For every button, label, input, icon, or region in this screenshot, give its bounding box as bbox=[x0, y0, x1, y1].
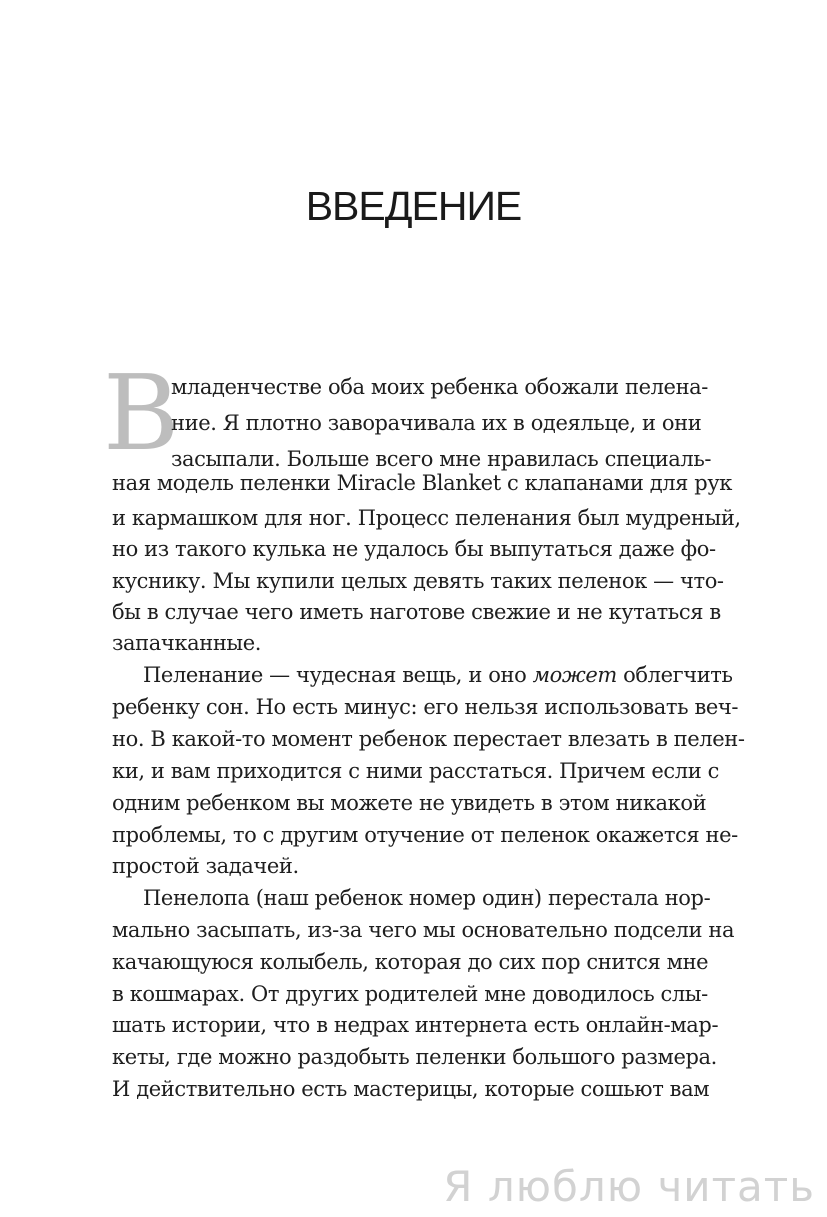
text-line: ребенку сон. Но есть минус: его нельзя использовать веч- bbox=[112, 695, 739, 719]
text-line: но из такого кулька не удалось бы выпутаться даже фо- bbox=[112, 537, 716, 561]
text-line: Пенелопа (наш ребенок номер один) перестала нор- bbox=[143, 886, 711, 910]
text-line: в кошмарах. От других родителей мне доводилось слы- bbox=[112, 982, 708, 1006]
text-line: ная модель пеленки Miracle Blanket с клапанами для рук bbox=[112, 471, 733, 495]
text-line: качающуюся колыбель, которая до сих пор снится мне bbox=[112, 950, 709, 974]
text-line: одним ребенком вы можете не увидеть в этом никакой bbox=[112, 791, 707, 815]
text-line: но. В какой-то момент ребенок перестает влезать в пелен- bbox=[112, 727, 745, 751]
text-line: засыпали. Больше всего мне нравилась специаль- bbox=[171, 447, 712, 471]
text-line: И действительно есть мастерицы, которые сошьют вам bbox=[112, 1077, 710, 1101]
emphasis: может bbox=[532, 663, 617, 687]
chapter-title: ВВЕДЕНИЕ bbox=[305, 183, 522, 229]
text-line: проблемы, то с другим отучение от пеленок окажется не- bbox=[112, 823, 738, 847]
text-line: простой задачей. bbox=[112, 854, 299, 878]
text-line: запачканные. bbox=[112, 631, 262, 655]
text-line: шать истории, что в недрах интернета есть онлайн-мар- bbox=[112, 1013, 719, 1037]
watermark: Я люблю читать bbox=[443, 1162, 815, 1211]
drop-cap: В bbox=[103, 352, 180, 474]
text-line: ки, и вам приходится с ними расстаться. Причем если с bbox=[112, 759, 719, 783]
text-line: кеты, где можно раздобыть пеленки большого размера. bbox=[112, 1045, 717, 1069]
text-line: мально засыпать, из-за чего мы основательно подсели на bbox=[112, 918, 735, 942]
text-fragment: Пеленание — чудесная вещь, и оно bbox=[143, 663, 533, 687]
text-line: куснику. Мы купили целых девять таких пеленок — что- bbox=[112, 569, 724, 593]
text-line: младенчестве оба моих ребенка обожали пелена- bbox=[171, 375, 708, 399]
text-line: бы в случае чего иметь наготове свежие и не кутаться в bbox=[112, 600, 721, 624]
text-line: ние. Я плотно заворачивала их в одеяльце, и они bbox=[171, 411, 702, 435]
text-line bbox=[143, 660, 733, 690]
text-fragment: облегчить bbox=[616, 663, 733, 687]
text-line: и кармашком для ног. Процесс пеленания был мудреный, bbox=[112, 506, 741, 530]
